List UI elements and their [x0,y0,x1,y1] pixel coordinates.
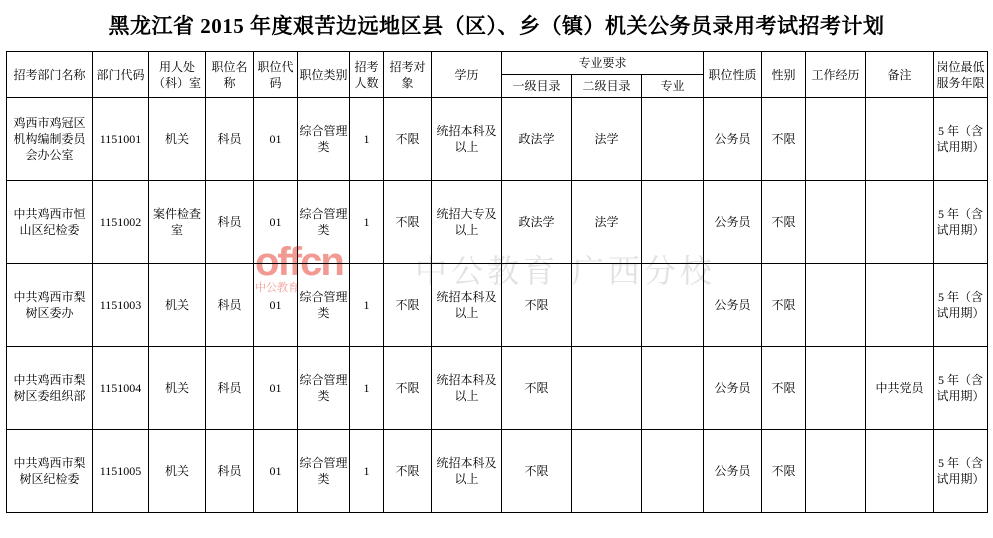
cell-education: 统招本科及以上 [432,98,502,181]
cell-position-name: 科员 [206,181,254,264]
page-title: 黑龙江省 2015 年度艰苦边远地区县（区）、乡（镇）机关公务员录用考试招考计划 [108,14,885,38]
table-row [7,98,988,181]
cell-hire-count: 1 [350,181,384,264]
cell-dept-name: 中共鸡西市梨树区委办 [7,264,93,347]
cell-major-level1: 不限 [502,264,572,347]
cell-dept-name: 中共鸡西市梨树区委组织部 [7,347,93,430]
cell-position-name: 科员 [206,98,254,181]
cell-employer: 机关 [149,98,206,181]
cell-hire-count: 1 [350,347,384,430]
cell-min-service: 5 年（含试用期） [934,98,988,181]
cell-min-service: 5 年（含试用期） [934,430,988,513]
header-dept-name: 招考部门名称 [7,52,93,98]
table-body [7,98,988,513]
cell-position-code: 01 [254,98,298,181]
cell-position-nature: 公务员 [704,430,762,513]
header-dept-code: 部门代码 [93,52,149,98]
cell-position-nature: 公务员 [704,98,762,181]
cell-dept-code: 1151001 [93,98,149,181]
header-major-group: 专业要求 [502,52,704,75]
cell-gender: 不限 [762,98,806,181]
header-min-service: 岗位最低服务年限 [934,52,988,98]
header-hire-count: 招考人数 [350,52,384,98]
cell-position-nature: 公务员 [704,347,762,430]
watermark-logo-sub: 中公教育 [255,282,299,294]
cell-remark [866,98,934,181]
cell-major-level2 [572,264,642,347]
cell-position-type: 综合管理类 [298,181,350,264]
cell-work-exp [806,264,866,347]
cell-major-level1: 不限 [502,347,572,430]
header-major-level2: 二级目录 [572,75,642,98]
cell-position-code: 01 [254,181,298,264]
cell-remark: 中共党员 [866,347,934,430]
cell-position-code: 01 [254,430,298,513]
header-position-name: 职位名称 [206,52,254,98]
cell-target: 不限 [384,181,432,264]
recruitment-plan-table [6,51,988,513]
cell-major-level1: 不限 [502,430,572,513]
header-target: 招考对象 [384,52,432,98]
cell-gender: 不限 [762,264,806,347]
cell-position-name: 科员 [206,264,254,347]
cell-work-exp [806,181,866,264]
table-row [7,430,988,513]
watermark-text: 中公教育 广西分校 [415,253,716,289]
cell-target: 不限 [384,430,432,513]
cell-education: 统招本科及以上 [432,347,502,430]
cell-remark [866,181,934,264]
cell-major [642,181,704,264]
watermark-logo-text: offcn [255,240,343,284]
cell-major [642,98,704,181]
cell-major-level1: 政法学 [502,98,572,181]
cell-major [642,347,704,430]
cell-position-name: 科员 [206,347,254,430]
header-education: 学历 [432,52,502,98]
header-major-level1: 一级目录 [502,75,572,98]
cell-hire-count: 1 [350,98,384,181]
cell-dept-name: 鸡西市鸡冠区机构编制委员会办公室 [7,98,93,181]
cell-education: 统招本科及以上 [432,430,502,513]
header-major: 专业 [642,75,704,98]
cell-target: 不限 [384,347,432,430]
cell-work-exp [806,430,866,513]
cell-dept-name: 中共鸡西市恒山区纪检委 [7,181,93,264]
cell-gender: 不限 [762,181,806,264]
header-work-exp: 工作经历 [806,52,866,98]
cell-hire-count: 1 [350,264,384,347]
cell-remark [866,430,934,513]
table-row [7,347,988,430]
cell-dept-code: 1151003 [93,264,149,347]
cell-min-service: 5 年（含试用期） [934,181,988,264]
cell-gender: 不限 [762,430,806,513]
cell-position-type: 综合管理类 [298,264,350,347]
cell-major [642,430,704,513]
cell-min-service: 5 年（含试用期） [934,264,988,347]
cell-employer: 机关 [149,347,206,430]
cell-min-service: 5 年（含试用期） [934,347,988,430]
cell-remark [866,264,934,347]
header-position-nature: 职位性质 [704,52,762,98]
cell-education: 统招大专及以上 [432,181,502,264]
cell-education: 统招本科及以上 [432,264,502,347]
header-gender: 性别 [762,52,806,98]
header-position-type: 职位类别 [298,52,350,98]
cell-major-level2: 法学 [572,181,642,264]
header-employer: 用人处（科）室 [149,52,206,98]
cell-work-exp [806,98,866,181]
cell-gender: 不限 [762,347,806,430]
cell-dept-code: 1151004 [93,347,149,430]
cell-employer: 机关 [149,430,206,513]
cell-position-type: 综合管理类 [298,430,350,513]
cell-position-name: 科员 [206,430,254,513]
header-position-code: 职位代码 [254,52,298,98]
cell-employer: 机关 [149,264,206,347]
cell-position-nature: 公务员 [704,264,762,347]
table-header-row-top [7,52,988,75]
cell-major-level1: 政法学 [502,181,572,264]
cell-position-type: 综合管理类 [298,98,350,181]
cell-dept-code: 1151002 [93,181,149,264]
table-row [7,264,988,347]
cell-major-level2 [572,430,642,513]
header-remark: 备注 [866,52,934,98]
table-row [7,181,988,264]
cell-position-code: 01 [254,264,298,347]
cell-dept-code: 1151005 [93,430,149,513]
cell-target: 不限 [384,98,432,181]
cell-employer: 案件检查室 [149,181,206,264]
cell-major [642,264,704,347]
cell-work-exp [806,347,866,430]
cell-major-level2 [572,347,642,430]
cell-position-code: 01 [254,347,298,430]
cell-position-nature: 公务员 [704,181,762,264]
cell-dept-name: 中共鸡西市梨树区纪检委 [7,430,93,513]
cell-major-level2: 法学 [572,98,642,181]
cell-hire-count: 1 [350,430,384,513]
cell-position-type: 综合管理类 [298,347,350,430]
cell-target: 不限 [384,264,432,347]
